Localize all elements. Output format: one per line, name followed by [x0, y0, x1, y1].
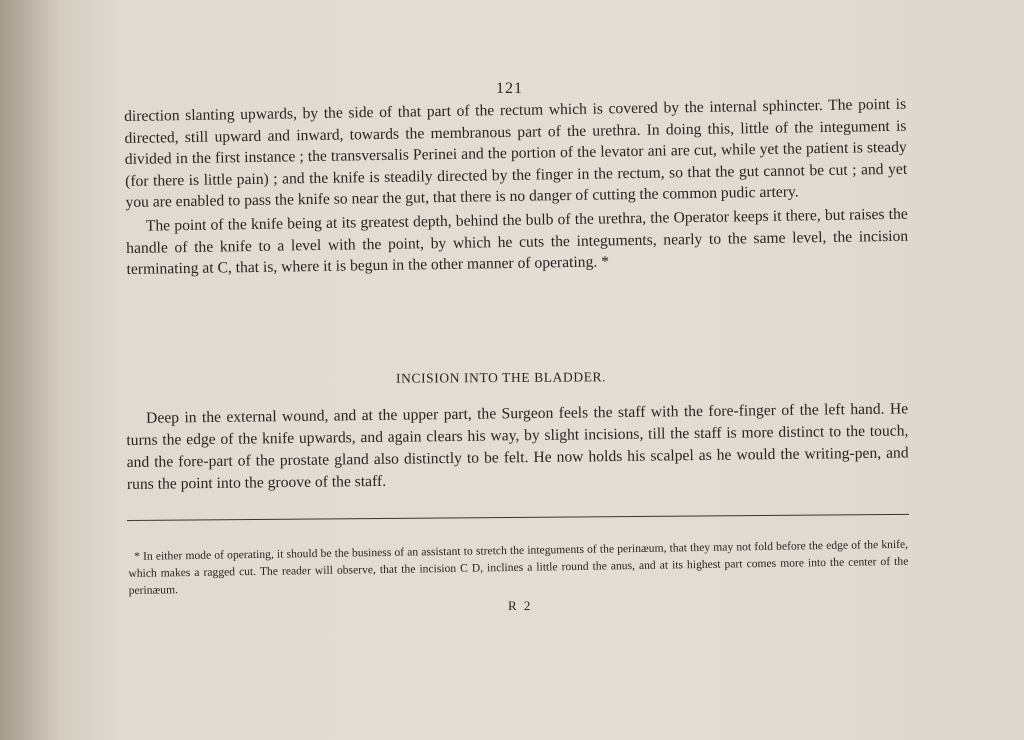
- page-number: 121: [496, 80, 523, 97]
- footnote-divider: [127, 514, 909, 521]
- footnote: [128, 536, 909, 599]
- footnote-text: * In either mode of operating, it should be the business of an assistant to stretch the integuments of the perinæum, that they may not fold before the edge of the knife, which makes a ragged cut. The reader will observe, that the incision C D, inclines a little round the anus, and at its highest part comes more into the center of the perinæum.: [128, 537, 909, 597]
- section-heading: INCISION INTO THE BLADDER.: [395, 369, 607, 386]
- gutter-shadow: [0, 0, 60, 740]
- paragraph-1: direction slanting upwards, by the side of that part of the rectum which is covered by the internal sphincter. The point is directed, still upward and inward, towards the membranous part of the urethra. In doing this, little of the integument is divided in the first instance ; the transversalis Perinei and the portion of the levator ani are cut, while yet the patient is steady (for there is little pain) ; and the knife is steadily directed by the finger in the rectum, so that the gut cannot be cut ; and yet you are enabled to pass the knife so near the gut, that there is no danger of cutting the common pudic artery.: [124, 95, 908, 212]
- section-paragraph: Deep in the external wound, and at the upper part, the Surgeon feels the staff with the fore-finger of the left hand. He turns the edge of the knife upwards, and again clears his way, by slight incisions, till the staff is more distinct to the touch, and the fore-part of the prostate gland also distinctly to be felt. He now holds his scalpel as he would the writing-pen, and runs the point into the groove of the staff.: [126, 400, 909, 493]
- signature-mark: R 2: [508, 598, 533, 613]
- main-text: [124, 94, 909, 281]
- paragraph-2: The point of the knife being at its greatest depth, behind the bulb of the urethra, the Operator keeps it there, but raises the handle of the knife to a level with the point, by which he cuts the integuments, nearly to the same level, the incision terminating at C, that is, where it is begun in the other manner of operating. *: [126, 205, 909, 279]
- section-text: [126, 398, 909, 496]
